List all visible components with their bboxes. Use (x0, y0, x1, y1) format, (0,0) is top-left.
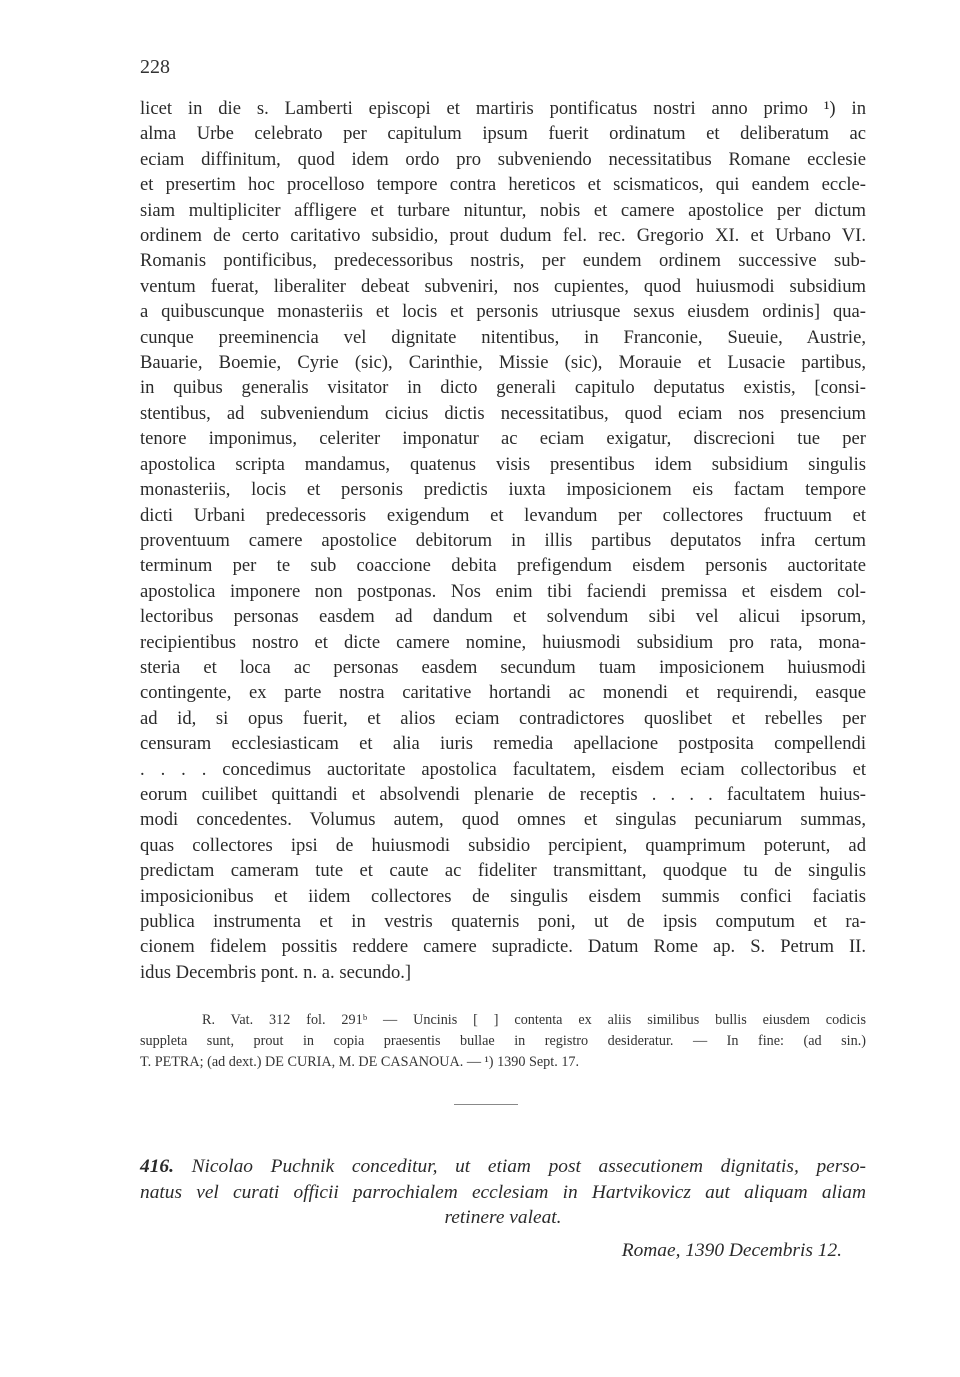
body-line: . . . . concedimus auctoritate apostolica facultatem, eisdem eciam collectoribus et (140, 758, 866, 780)
body-line: contingente, ex parte nostra caritative hortandi ac monendi et requirendi, easque (140, 682, 866, 704)
body-line: terminum per te sub coaccione debita prefigendum eisdem personis auctoritate (140, 555, 866, 577)
body-line: recipientibus nostro et dicte camere nomine, huiusmodi subsidium pro rata, mona- (140, 631, 866, 653)
body-line: ordinem de certo caritativo subsidio, prout dudum fel. rec. Gregorio XI. et Urbano VI. (140, 225, 866, 247)
body-text (140, 96, 866, 985)
body-line: stentibus, ad subveniendum cicius dictis necessitatibus, quod eciam nos presencium (140, 402, 866, 424)
body-line: alma Urbe celebrato per capitulum ipsum fuerit ordinatum et deliberatum ac (140, 123, 866, 145)
body-line: imposicionibus et iidem collectores de singulis eisdem summis confici faciatis (140, 885, 866, 907)
body-line: idus Decembris pont. n. a. secundo.] (140, 961, 412, 983)
date-line: Romae, 1390 Decembris 12. (621, 1240, 842, 1261)
body-line: monasteriis, locis et personis predictis iuxta imposicionem eis factam tempore (140, 479, 866, 501)
heading-text: Nicolao Puchnik conceditur, ut etiam post assecutionem dignitatis, perso- (191, 1156, 866, 1177)
document-heading (140, 1154, 866, 1231)
body-line: publica instrumenta et in vestris quaternis poni, ut de ipsis computum et ra- (140, 911, 866, 932)
body-line: a quibuscunque monasteriis et locis et personis utriusque sexus eiusdem ordinis] qua- (140, 301, 866, 323)
footnote-line: R. Vat. 312 fol. 291ᵇ — Uncinis [ ] contenta ex aliis similibus bullis eiusdem codicis (202, 1012, 866, 1028)
body-line: siam multipliciter affligere et turbare nituntur, nobis et camere apostolice per dictum (140, 199, 866, 221)
body-line: et presertim hoc procelloso tempore contra hereticos et scismaticos, qui eandem eccle- (140, 174, 866, 196)
footnote (140, 1010, 866, 1073)
body-line: ventum fuerat, liberaliter debeat subveniri, nos cupientes, quod huiusmodi subsidium (140, 275, 866, 297)
heading-line: retinere valeat. (444, 1207, 562, 1228)
body-line: cionem fidelem possitis reddere camere supradicte. Datum Rome ap. S. Petrum II. (140, 936, 866, 958)
body-line: tenore imponimus, celeriter imponatur ac eciam exigatur, discrecioni tue per (140, 428, 866, 450)
section-divider (454, 1104, 518, 1105)
body-line: steria et loca ac personas easdem secundum tuam imposicionem huiusmodi (140, 656, 866, 678)
heading-line: natus vel curati officii parrochialem ecclesiam in Hartvikovicz aut aliquam aliam (140, 1181, 866, 1203)
body-line: lectoribus personas easdem ad dandum et solvendum sibi vel alicui ipsorum, (140, 606, 866, 628)
body-line: eciam diffinitum, quod idem ordo pro subveniendo necessitatibus Romane ecclesie (140, 148, 866, 170)
body-line: quas collectores ipsi de huiusmodi subsidio percipient, quamprimum poterunt, ad (140, 834, 866, 856)
body-line: apostolica scripta mandamus, quatenus visis presentibus idem subsidium singulis (140, 453, 866, 475)
body-line: dicti Urbani predecessoris exigendum et levandum per collectores fructuum et (140, 504, 866, 526)
body-line: predictam cameram tute et caute ac fideliter transmittant, quodque tu de singulis (140, 860, 866, 882)
footnote-line: suppleta sunt, prout in copia praesentis bullae in registro desideratur. — In fine: (ad sin.) (140, 1033, 866, 1049)
body-line: censuram ecclesiasticam et alia iuris remedia apellacione postposita compellendi (140, 733, 866, 755)
body-line: ad id, si opus fuerit, et alios eciam contradictores quoslibet et rebelles per (140, 707, 866, 729)
body-line: cunque preeminencia vel dignitate nitentibus, in Franconie, Sueuie, Austrie, (140, 326, 866, 348)
body-line: apostolica imponere non postponas. Nos enim tibi faciendi premissa et eisdem col- (140, 580, 866, 602)
body-line: licet in die s. Lamberti episcopi et martiris pontificatus nostri anno primo ¹) in (140, 98, 866, 119)
body-line: proventuum camere apostolice debitorum in illis partibus deputatos infra certum (140, 529, 866, 551)
body-line: eorum cuilibet quittandi et absolvendi plenarie de receptis . . . . facultatem huius- (140, 783, 866, 805)
body-line: Bauarie, Boemie, Cyrie (sic), Carinthie, Missie (sic), Morauie et Lusacie partibus, (140, 352, 866, 374)
document-number: 416. (140, 1156, 174, 1177)
body-line: modi concedentes. Volumus autem, quod omnes et singulas pecuniarum summas, (140, 809, 866, 831)
body-line: Romanis pontificibus, predecessoribus nostris, per eundem ordinem successive sub- (140, 250, 866, 272)
page-number: 228 (140, 56, 170, 78)
heading-line (140, 1154, 866, 1180)
body-line: in quibus generalis visitator in dicto generali capitulo deputatus existis, [consi- (140, 377, 866, 399)
footnote-line: T. PETRA; (ad dext.) DE CURIA, M. DE CASANOUA. — ¹) 1390 Sept. 17. (140, 1054, 580, 1070)
